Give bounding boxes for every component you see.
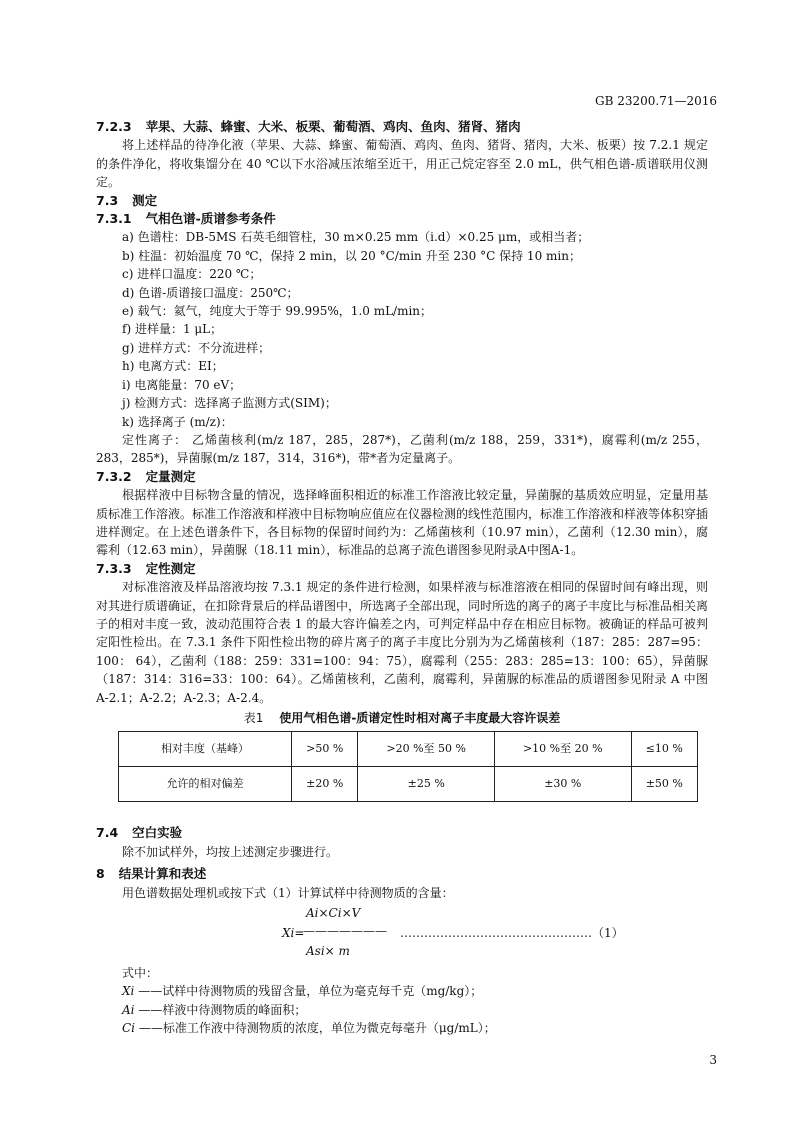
section-title: 结果计算和表述 [118, 866, 207, 882]
table-1 [118, 731, 698, 802]
qualitative-ions: 定性离子： 乙烯菌核利(m/z 187，285，287*)，乙菌利(m/z 188，259，331*)，腐霉利(m/z 255，283，285*)，异菌脲(m/z 187，314，316*)，带*者为定量离子。 [96, 432, 708, 466]
section-number: 7.3 [96, 192, 119, 208]
section-number: 7.3.2 [96, 468, 132, 484]
section-7-3-3-heading [96, 560, 708, 578]
table-cell: >20 %至 50 % [358, 732, 495, 767]
definition-item [96, 1019, 708, 1037]
definition-item [96, 1001, 708, 1019]
page-number: 3 [709, 1053, 717, 1067]
list-item: k) 选择离子 (m/z)： [122, 414, 233, 429]
section-8-intro: 用色谱数据处理机或按下式（1）计算试样中待测物质的含量： [122, 885, 454, 900]
formula-denominator: Asi× m [306, 944, 350, 959]
section-number: 7.3.1 [96, 211, 132, 227]
table-cell: ±20 % [292, 767, 358, 802]
definition-symbol: Ai [122, 1002, 135, 1017]
section-number: 7.3.3 [96, 560, 132, 576]
list-item: d) 色谱-质谱接口温度：250℃； [122, 285, 299, 300]
section-7-4-heading [96, 824, 708, 842]
list-item: i) 电离能量：70 eV； [122, 377, 242, 392]
list-item: b) 柱温：初始温度 70 ℃，保持 2 min，以 20 °C/min 升至 230 °C 保持 10 min； [122, 248, 581, 263]
definition-symbol: Xi [122, 984, 135, 999]
definition-symbol: Ci [122, 1021, 136, 1036]
table-cell: >50 % [292, 732, 358, 767]
definition-text: ——样液中待测物质的峰面积； [134, 1002, 307, 1017]
table-cell: ±50 % [631, 767, 697, 802]
section-title: 测定 [132, 192, 158, 208]
section-title: 苹果、大蒜、蜂蜜、大米、板栗、葡萄酒、鸡肉、鱼肉、猪肾、猪肉 [145, 119, 521, 134]
table-cell: ±25 % [358, 767, 495, 802]
section-7-3-3-paragraph: 对标准溶液及样品溶液均按 7.3.1 规定的条件进行检测，如果样液与标准溶液在相同的保留时间有峰出现，则对其进行质谱确证，在扣除背景后的样品谱图中，所选离子全部出现，同时所选的离子的离子丰度比与标准品相关离子的相对丰度一致，波动范围符合表 1 的最大容许偏差之内，可判定样品中存在相应目标物。被确证的样品可被判定阳性检出。在 7.3.1 条件下阳性检出物的碎片离子的离子丰度比分别为为乙烯菌核利（187：285：287=95：100： 64），乙菌利（188：259：331=100：94：75），腐霉利（255：283：285=13：100：65），异菌脲（187：314：316=33：100：64）。乙烯菌核利，乙菌利，腐霉利，异菌脲的标准品的质谱图参见附录 A 中图 A-2.1；A-2.2；A-2.3；A-2.4。 [96, 580, 709, 705]
section-title: 定性测定 [145, 560, 196, 576]
list-item: g) 进样方式：不分流进样； [122, 340, 271, 355]
section-7-4-paragraph: 除不加试样外，均按上述测定步骤进行。 [122, 844, 339, 859]
list-item: h) 电离方式：EI； [122, 359, 224, 374]
section-number: 7.4 [96, 825, 119, 841]
table-cell: >10 %至 20 % [494, 732, 631, 767]
definition-text: ——试样中待测物质的残留含量，单位为毫克每千克（mg/kg）； [134, 984, 483, 999]
table-1-caption [96, 709, 708, 727]
section-title: 气相色谱-质谱参考条件 [145, 211, 276, 227]
section-7-3-1-heading [96, 210, 708, 228]
section-7-3-heading [96, 192, 708, 210]
table-title: 使用气相色谱-质谱定性时相对离子丰度最大容许误差 [279, 711, 561, 725]
section-7-2-3-heading [96, 118, 708, 136]
section-number: 8 [96, 866, 105, 882]
table-cell: 相对丰度（基峰） [119, 732, 292, 767]
formula-1 [96, 904, 708, 960]
formula-lhs: Xi= [282, 926, 305, 941]
formula-number: …………………………………………（1） [400, 926, 624, 941]
page-content [96, 118, 708, 1038]
list-item: f) 进样量：1 μL； [122, 322, 223, 337]
definition-item [96, 982, 708, 1000]
section-title: 定量测定 [145, 468, 196, 484]
where-label: 式中： [122, 966, 159, 981]
definition-text: ——标准工作液中待测物质的浓度，单位为微克每毫升（μg/mL）； [135, 1021, 496, 1036]
list-item: c) 进样口温度：220 ℃； [122, 267, 262, 282]
table-row [119, 767, 698, 802]
standard-number: GB 23200.71—2016 [594, 94, 717, 108]
section-number: 7.2.3 [96, 119, 132, 134]
table-row [119, 732, 698, 767]
table-label: 表1 [243, 711, 264, 725]
section-7-3-2-paragraph: 根据样液中目标物含量的情况，选择峰面积相近的标准工作溶液比较定量，异菌脲的基质效应明显，定量用基质标准工作溶液。标准工作溶液和样液中目标物响应值应在仪器检测的线性范围内，标准工作溶液和样液等体积穿插进样测定。在上述色谱条件下，各目标物的保留时间约为：乙烯菌核利（10.97 min），乙菌利（12.30 min），腐霉利（12.63 min），异菌脲（18.11 min），标准品的总离子流色谱图参见附录A中图A-1。 [96, 488, 709, 558]
section-8-heading [96, 865, 708, 883]
list-item: a) 色谱柱：DB-5MS 石英毛细管柱，30 m×0.25 mm（i.d）×0.25 μm，或相当者； [122, 230, 590, 245]
section-7-2-3-paragraph: 将上述样品的待净化液（苹果、大蒜、蜂蜜、葡萄酒、鸡肉、鱼肉、猪肾、猪肉，大米、板栗）按 7.2.1 规定的条件净化，将收集馏分在 40 ℃以下水浴减压浓缩至近干，用正己烷定容至 2.0 mL，供气相色谱-质谱联用仪测定。 [96, 138, 708, 190]
table-cell: 允许的相对偏差 [119, 767, 292, 802]
table-cell: ±30 % [494, 767, 631, 802]
formula-fraction-bar: ——————— [303, 924, 387, 939]
formula-numerator: Ai×Ci×V [306, 906, 361, 921]
table-cell: ≤10 % [631, 732, 697, 767]
list-item: e) 载气：氦气，纯度大于等于 99.995%，1.0 mL/min； [122, 304, 433, 319]
list-item: j) 检测方式：选择离子监测方式(SIM)； [122, 396, 337, 411]
section-title: 空白实验 [132, 825, 183, 841]
section-7-3-2-heading [96, 468, 708, 486]
